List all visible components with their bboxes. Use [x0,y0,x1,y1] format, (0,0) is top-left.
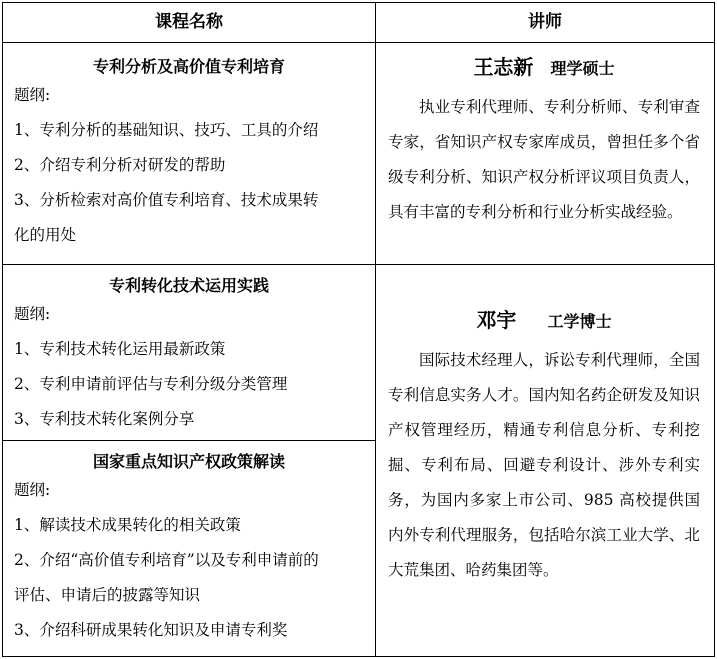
lecturer-name-1: 王志新 [473,55,534,79]
course-line: 3、介绍科研成果转化知识及申请专利奖 [14,621,288,639]
course-line: 1、专利技术转化运用最新政策 [14,340,226,358]
course-outline-label-3: 题纲: [14,481,51,499]
lecturer-name-2: 邓宇 [476,308,517,332]
course-line: 3、分析检索对高价值专利培育、技术成果转 [14,191,319,209]
table-border-bottom [2,656,715,657]
course-line: 1、解读技术成果转化的相关政策 [14,516,241,534]
header-lecturer: 讲师 [528,12,562,32]
lecturer-cell-2 [376,265,714,656]
course-line: 3、专利技术转化案例分享 [14,410,195,428]
course-outline-label-2: 题纲: [14,305,51,323]
lecturer-cell-1 [376,43,714,264]
lecturer-bio-2: 国际技术经理人，诉讼专利代理师，全国专利信息实务人才。国内知名药企研发及知识产权管理经历，精通专利信息分析、专利挖掘、专利布局、回避专利设计、涉外专利实务，为国内多家上市公司、985 高校提供国内外专利代理服务，包括哈尔滨工业大学、北大荒集团、哈药集团等。 [388,351,700,579]
course-title-3: 国家重点知识产权政策解读 [92,452,285,471]
course-line: 2、专利申请前评估与专利分级分类管理 [14,375,288,393]
course-line: 2、介绍专利分析对研发的帮助 [14,156,226,174]
lecturer-bio-1: 执业专利代理师、专利分析师、专利审查专家，省知识产权专家库成员，曾担任多个省级专利分析、知识产权分析评议项目负责人，具有丰富的专利分析和行业分析实战经验。 [388,98,700,221]
course-outline-label-1: 题纲: [14,86,51,104]
course-title-2: 专利转化技术运用实践 [108,276,269,295]
lecturer-degree-1: 理学硕士 [550,59,615,78]
course-line: 2、介绍“高价值专利培育”以及专利申请前的 [14,551,319,569]
course-line: 评估、申请后的披露等知识 [14,586,201,604]
course-title-1: 专利分析及高价值专利培育 [92,57,285,76]
course-line: 1、专利分析的基础知识、技巧、工具的介绍 [14,121,319,139]
course-line: 化的用处 [14,226,77,244]
course-cell-3 [3,441,375,656]
table-border-right [714,2,715,657]
course-cell-1 [3,43,375,264]
course-cell-2 [3,265,375,440]
lecturer-degree-2: 工学博士 [547,312,612,331]
header-course-name: 课程名称 [155,12,223,32]
